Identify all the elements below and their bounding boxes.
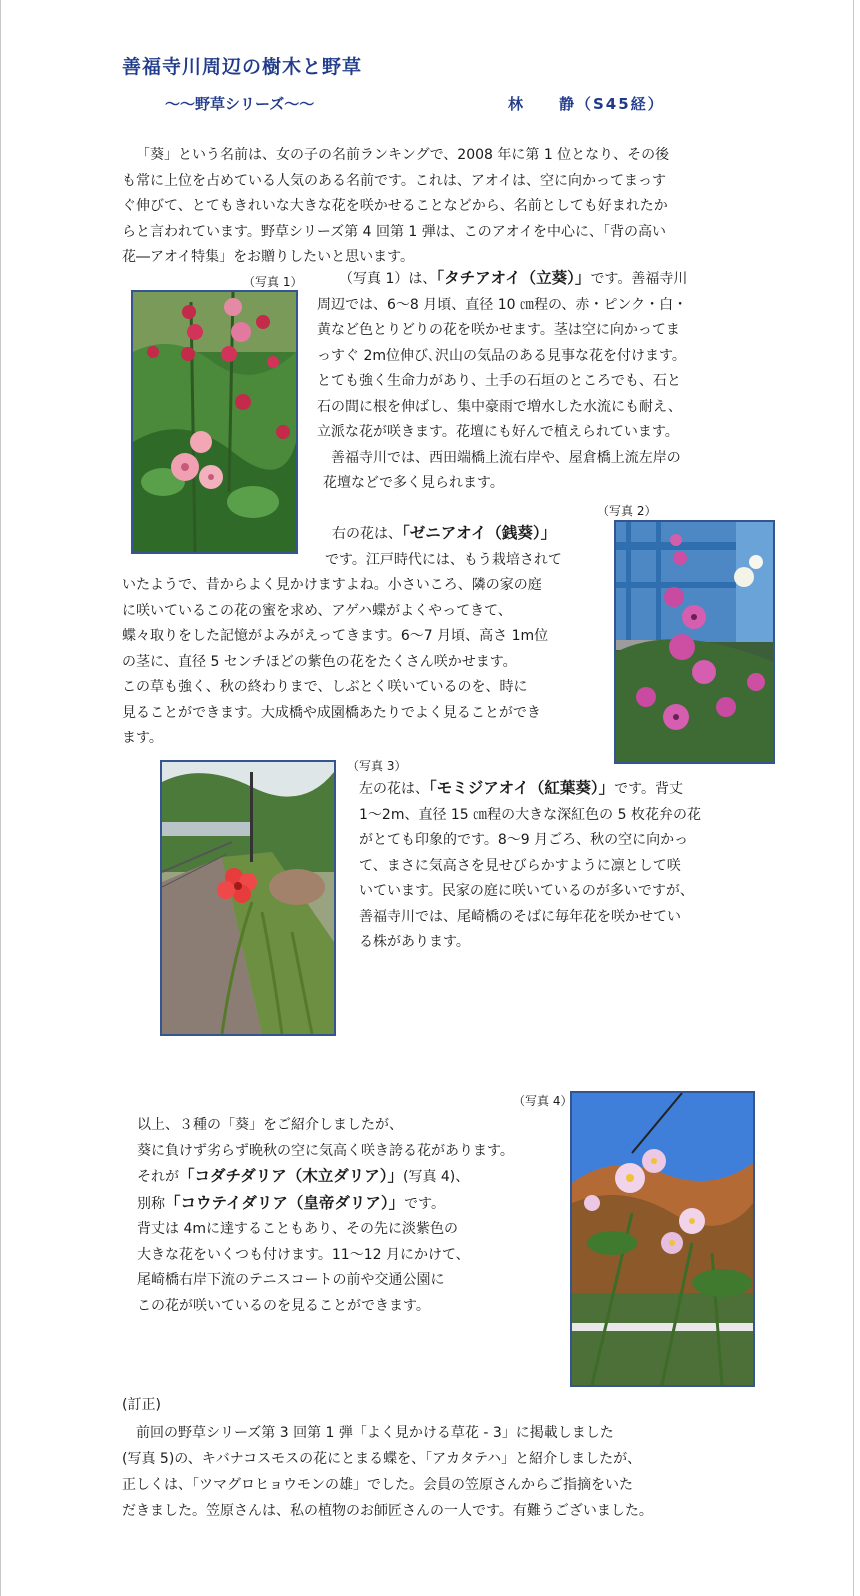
- photo-1-hollyhock: [131, 290, 298, 554]
- section2-line: です。江戸時代には、もう栽培されて: [325, 551, 562, 568]
- photo-3-scarlet-rosemallow: [160, 760, 336, 1036]
- section4-line: それが「コダチダリア（木立ダリア）」(写真 4)、: [137, 1167, 470, 1185]
- section3-line: て、まさに気高さを見せびらかすように凛として咲: [359, 857, 681, 874]
- section4-line: 葵に負けず劣らず晩秋の空に気高く咲き誇る花があります。: [137, 1142, 514, 1159]
- correction-heading: (訂正): [122, 1397, 161, 1413]
- intro-line: 花―アオイ特集」をお贈りしたいと思います。: [122, 249, 415, 265]
- scarlet-rosemallow-name: 「モミジアオイ（紅葉葵）」: [429, 779, 615, 797]
- intro-line: 「葵」という名前は、女の子の名前ランキングで、2008 年に第 1 位となり、その後: [136, 147, 670, 163]
- section4-line: 大きな花をいくつも付けます。11～12 月にかけて、: [137, 1246, 470, 1263]
- author-name: 林 静（S45経）: [508, 95, 665, 113]
- section2-line: に咲いているこの花の蜜を求め、アゲハ蝶がよくやってきて、: [122, 602, 512, 619]
- photo-2-caption: （写真 2）: [597, 504, 657, 518]
- intro-line: も常に上位を占めている人気のある名前です。これは、アオイは、空に向かってまっす: [122, 172, 667, 189]
- intro-line: ぐ伸びて、とてもきれいな大きな花を咲かせることなどから、名前としても好まれたか: [122, 198, 668, 214]
- section4-line: 尾崎橋右岸下流のテニスコートの前や交通公園に: [137, 1272, 445, 1288]
- intro-line: らと言われています。野草シリーズ第 4 回第 1 弾は、このアオイを中心に、「背の高い: [122, 223, 666, 240]
- section3-line: 善福寺川では、尾崎橋のそばに毎年花を咲かせてい: [359, 908, 681, 925]
- section3-paragraph: [359, 776, 701, 956]
- photo-1-caption: （写真 1）: [243, 275, 303, 289]
- section4-line: この花が咲いているのを見ることができます。: [137, 1297, 430, 1314]
- series-subtitle: ～～野草シリーズ～～: [165, 95, 315, 113]
- correction-line: だきました。笠原さんは、私の植物のお師匠さんの一人です。有難うございました。: [122, 1503, 653, 1519]
- section1-line: 立派な花が咲きます。花壇にも好んで植えられています。: [317, 424, 679, 440]
- photo-2-common-mallow: [614, 520, 775, 764]
- section1-paragraph: [317, 266, 687, 497]
- section1-line: とても強く生命力があり、土手の石垣のところでも、石と: [317, 373, 681, 389]
- tree-dahlia-image: [572, 1093, 753, 1385]
- page-edge-left: [0, 0, 1, 1596]
- section1-line: 善福寺川では、西田端橋上流右岸や、屋倉橋上流左岸の: [331, 449, 681, 466]
- section1-line: 黄など色とりどりの花を咲かせます。茎は空に向かってま: [317, 322, 680, 338]
- section2-line: 蝶々取りをした記憶がよみがえってきます。6～7 月頃、高さ 1m位: [122, 628, 549, 644]
- hollyhock-image: [133, 292, 296, 552]
- section3-line: る株があります。: [359, 934, 470, 950]
- photo-3-caption: （写真 3）: [347, 759, 407, 773]
- hollyhock-name: 「タチアオイ（立葵）」: [436, 269, 591, 287]
- page-edge-right: [853, 0, 854, 1596]
- article-title: 善福寺川周辺の樹木と野草: [122, 56, 363, 78]
- section3-line: いています。民家の庭に咲いているのが多いですが、: [359, 883, 694, 899]
- emperor-dahlia-name: 「コウテイダリア（皇帝ダリア）」: [165, 1193, 405, 1212]
- section2-line: ます。: [122, 730, 163, 746]
- intro-paragraph: [122, 143, 669, 271]
- section2-line: この草も強く、秋の終わりまで、しぶとく咲いているのを、時に: [122, 679, 528, 695]
- section3-line: 1～2m、直径 15 ㎝程の大きな深紅色の 5 枚花弁の花: [359, 806, 701, 823]
- section1-line: 石の間に根を伸ばし、集中豪雨で増水した水流にも耐え、: [317, 398, 682, 415]
- correction-line: 正しくは、「ツマグロヒョウモンの雄」でした。会員の笠原さんからご指摘をいた: [122, 1477, 633, 1493]
- scarlet-rosemallow-image: [162, 762, 334, 1034]
- common-mallow-name: 「ゼニアオイ（銭葵）」: [402, 524, 557, 542]
- section1-line: 周辺では、6～8 月頃、直径 10 ㎝程の、赤・ピンク・白・: [317, 296, 688, 313]
- section1-line: 花壇などで多く見られます。: [323, 475, 504, 491]
- photo-4-tree-dahlia: [570, 1091, 755, 1387]
- photo-4-caption: （写真 4）: [513, 1094, 573, 1108]
- section3-line: がとても印象的です。8～9 月ごろ、秋の空に向かっ: [359, 832, 689, 848]
- section2-line: いたようで、昔からよく見かけますよね。小さいころ、隣の家の庭: [122, 577, 542, 593]
- common-mallow-image: [616, 522, 773, 762]
- section4-line: 背丈は 4mに達することもあり、その先に淡紫色の: [137, 1221, 458, 1237]
- section1-first-line: （写真 1）は、「タチアオイ（立葵）」です。善福寺川: [339, 269, 688, 287]
- section2-line: 見ることができます。大成橋や成園橋あたりでよく見ることができ: [122, 704, 541, 721]
- section1-line: っすぐ 2m位伸び､沢山の気品のある見事な花を付けます。: [317, 347, 686, 364]
- section4-line: 以上、３種の「葵」をご紹介しましたが、: [137, 1117, 403, 1133]
- correction-paragraph: [122, 1420, 653, 1524]
- correction-line: (写真 5)の、キバナコスモスの花にとまる蝶を、「アカタテハ」と紹介しましたが、: [122, 1451, 642, 1467]
- section2-first-line: 右の花は、「ゼニアオイ（銭葵）」: [332, 524, 557, 542]
- section2-paragraph: [122, 521, 562, 752]
- correction-line: 前回の野草シリーズ第 3 回第 1 弾「よく見かける草花 - 3」に掲載しました: [122, 1425, 614, 1441]
- section2-line: の茎に、直径 5 センチほどの紫色の花をたくさん咲かせます。: [122, 653, 517, 670]
- tree-dahlia-name: 「コダチダリア（木立ダリア）」: [179, 1167, 403, 1185]
- section4-line: 別称「コウテイダリア（皇帝ダリア）」です。: [137, 1193, 446, 1212]
- section4-paragraph: [137, 1113, 514, 1319]
- section3-first-line: 左の花は、「モミジアオイ（紅葉葵）」です。背丈: [359, 779, 683, 797]
